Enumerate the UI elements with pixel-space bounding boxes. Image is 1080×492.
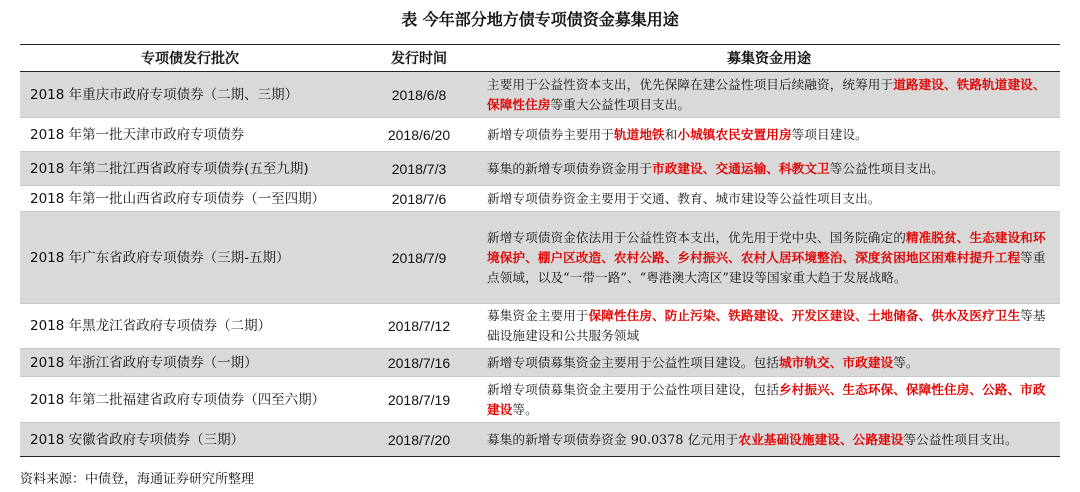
batch-cell: 2018 年重庆市政府专项债券（二期、三期） <box>20 72 360 118</box>
usage-text: 等。 <box>512 401 538 417</box>
header-batch: 专项债发行批次 <box>20 45 360 72</box>
usage-text: 募集资金主要用于 <box>487 308 589 323</box>
batch-cell: 2018 年第一批山西省政府专项债券（一至四期） <box>20 186 360 212</box>
highlighted-usage-text: 市政建设、交通运输、科教文卫 <box>652 160 830 176</box>
date-cell: 2018/7/19 <box>360 377 478 423</box>
table-row <box>20 349 1060 377</box>
batch-cell: 2018 年浙江省政府专项债券（一期） <box>20 349 360 377</box>
usage-text: 主要用于公益性资本支出，优先保障在建公益性项目后续融资，统筹用于 <box>487 76 894 92</box>
batch-cell: 2018 年第一批天津市政府专项债券 <box>20 118 360 152</box>
usage-text: 募集的新增专项债券资金用于 <box>487 160 653 176</box>
usage-cell <box>478 377 1060 423</box>
source-note: 资料来源：中债登，海通证券研究所整理 <box>20 472 255 487</box>
header-date: 发行时间 <box>360 45 478 72</box>
date-cell: 2018/7/6 <box>360 186 478 212</box>
table-row <box>20 304 1060 349</box>
table-row <box>20 423 1060 457</box>
table-row <box>20 118 1060 152</box>
usage-cell <box>478 118 1060 152</box>
usage-text: 等公益性项目支出。 <box>903 431 1018 447</box>
date-cell: 2018/7/16 <box>360 349 478 377</box>
bond-usage-table <box>20 44 1060 457</box>
table-row <box>20 152 1060 186</box>
header-usage: 募集资金用途 <box>478 45 1060 72</box>
usage-text: 等重大公益性项目支出。 <box>550 96 691 112</box>
batch-cell: 2018 安徽省政府专项债券（三期） <box>20 423 360 457</box>
batch-cell: 2018 年黑龙江省政府专项债券（二期） <box>20 304 360 349</box>
highlighted-usage-text: 农业基础设施建设、公路建设 <box>738 431 904 447</box>
date-cell: 2018/7/20 <box>360 423 478 457</box>
usage-cell <box>478 186 1060 212</box>
date-cell: 2018/7/3 <box>360 152 478 186</box>
highlighted-usage-text: 轨道地铁 <box>613 126 665 142</box>
usage-text: 等公益性项目支出。 <box>829 160 944 176</box>
highlighted-usage-text: 保障性住房、防止污染、铁路建设、开发区建设、土地储备、供水及医疗卫生 <box>588 308 1021 323</box>
usage-text: 等。 <box>893 354 919 370</box>
usage-text: 新增专项债券资金主要用于交通、教育、城市建设等公益性项目支出。 <box>487 190 881 206</box>
highlighted-usage-text: 乡村振兴、生态环保、保障性住房、公路、市政建设 <box>487 381 1046 417</box>
highlighted-usage-text: 小城镇农民安置用房 <box>677 126 792 142</box>
highlighted-usage-text: 城市轨交、市政建设 <box>778 354 894 370</box>
usage-text: 和 <box>664 126 678 142</box>
usage-text: 等重点领域，以及“一带一路”、“粤港澳大湾区”建设等国家重大趋于发展战略。 <box>487 249 1046 285</box>
usage-cell <box>478 423 1060 457</box>
usage-text: 新增专项债资金依法用于公益性资本支出，优先用于党中央、国务院确定的 <box>487 229 906 245</box>
date-cell: 2018/6/20 <box>360 118 478 152</box>
table-row <box>20 186 1060 212</box>
date-cell: 2018/6/8 <box>360 72 478 118</box>
usage-cell <box>478 72 1060 118</box>
usage-text: 新增专项债募集资金主要用于公益性项目建设，包括 <box>487 381 779 397</box>
date-cell: 2018/7/9 <box>360 212 478 304</box>
table-row <box>20 212 1060 304</box>
table-row <box>20 377 1060 423</box>
usage-text: 募集的新增专项债券资金 90.0378 亿元用于 <box>487 431 739 447</box>
batch-cell: 2018 年第二批江西省政府专项债券(五至九期) <box>20 152 360 186</box>
highlighted-usage-text: 道路建设、铁路轨道建设、保障性住房 <box>487 76 1046 112</box>
usage-cell <box>478 152 1060 186</box>
table-title: 表 今年部分地方债专项债资金募集用途 <box>401 10 679 29</box>
table-header-row <box>20 45 1060 72</box>
date-cell: 2018/7/12 <box>360 304 478 349</box>
table-row <box>20 72 1060 118</box>
usage-text: 等基础设施建设和公共服务领域 <box>487 308 1046 343</box>
usage-text: 新增专项债券主要用于 <box>487 126 614 142</box>
usage-text: 新增专项债募集资金主要用于公益性项目建设。包括 <box>487 354 779 370</box>
batch-cell: 2018 年第二批福建省政府专项债券（四至六期） <box>20 377 360 423</box>
usage-cell <box>478 212 1060 304</box>
usage-cell <box>478 304 1060 349</box>
usage-cell <box>478 349 1060 377</box>
usage-text: 等项目建设。 <box>791 126 868 142</box>
batch-cell: 2018 年广东省政府专项债券（三期-五期） <box>20 212 360 304</box>
highlighted-usage-text: 精准脱贫、生态建设和环境保护、棚户区改造、农村公路、乡村振兴、农村人居环境整治、深度贫困地区困难村提升工程 <box>487 229 1046 265</box>
